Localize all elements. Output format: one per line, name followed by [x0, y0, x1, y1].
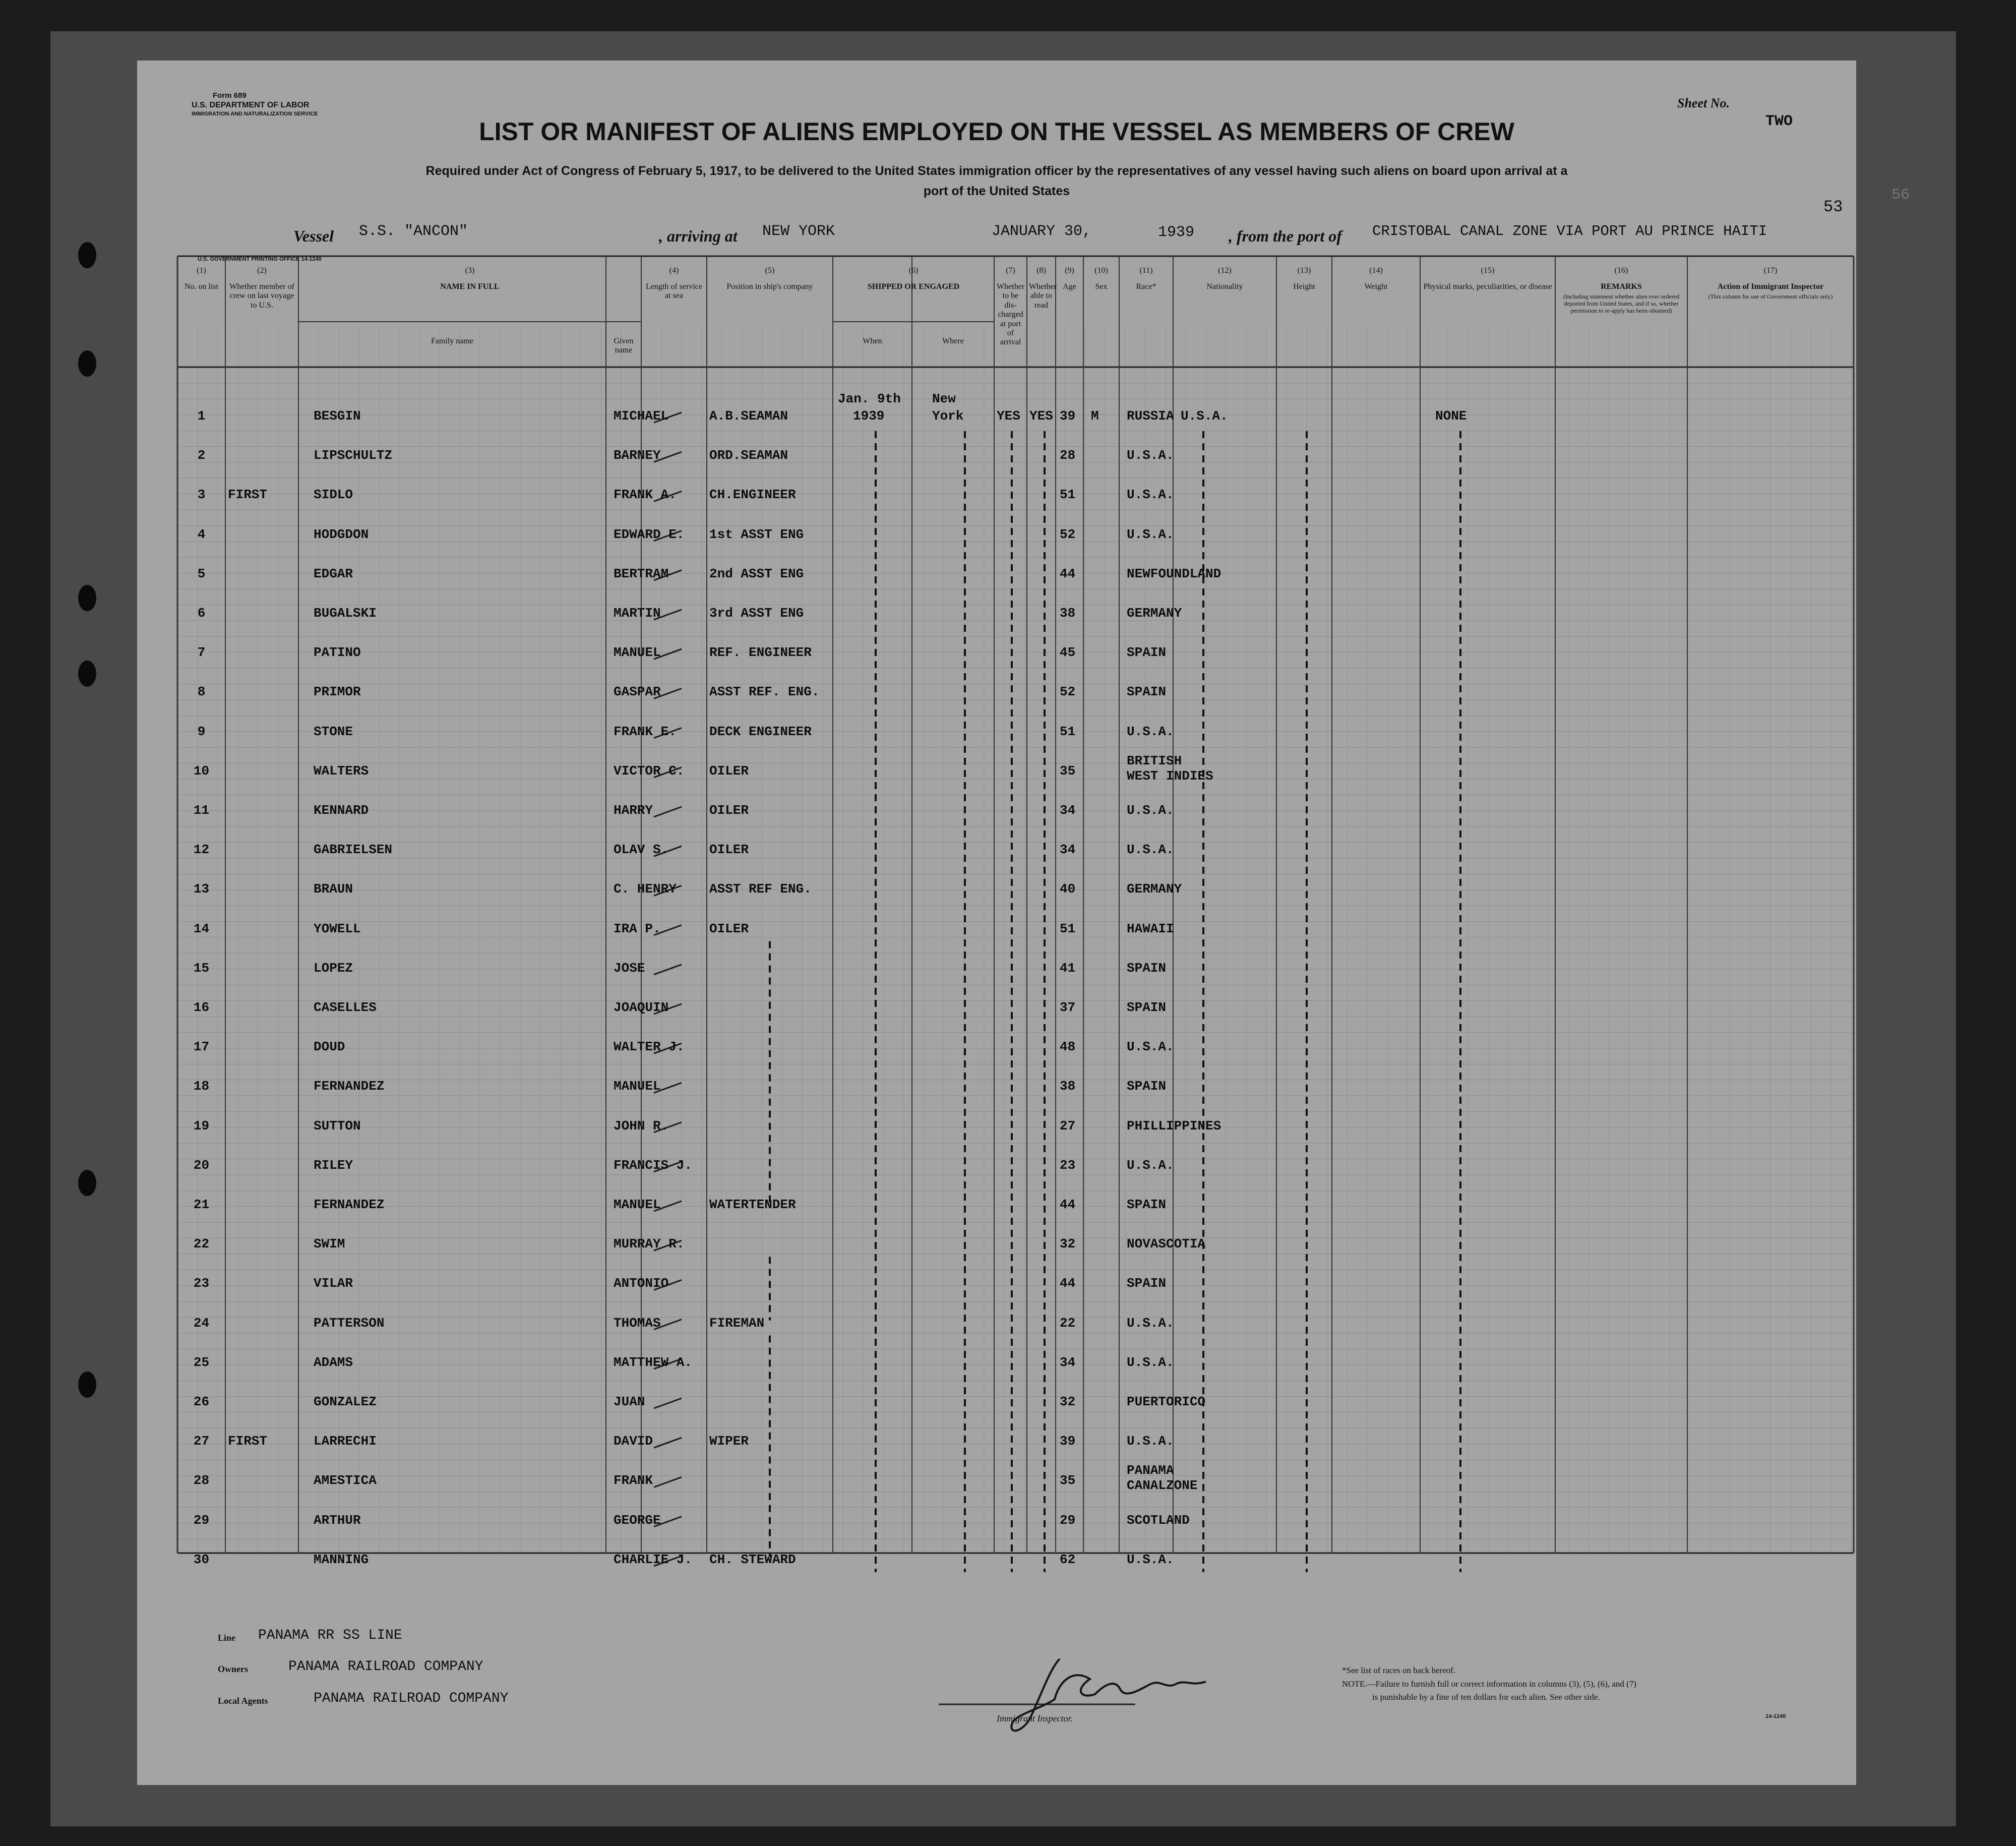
age-value: 34: [1060, 1354, 1076, 1370]
age-value: 48: [1060, 1039, 1076, 1055]
from-port-label: , from the port of: [1229, 227, 1342, 245]
position-value: FIREMAN: [709, 1315, 765, 1331]
column-header-note: (Including statement whether alien ever ordered deported from United States, and if so, whether permission to re-apply has been obtained): [1563, 293, 1680, 314]
age-value: 44: [1060, 1197, 1076, 1212]
row-number: 11: [193, 803, 210, 818]
column-number: (16): [1614, 266, 1628, 275]
column-number: (15): [1481, 266, 1495, 275]
physical-marks-value: NONE: [1435, 408, 1467, 424]
family-name: PATTERSON: [314, 1315, 385, 1331]
given-name: WALTER J.: [614, 1039, 685, 1055]
arriving-at-label: , arriving at: [659, 227, 738, 245]
race-value: U.S.A.: [1127, 526, 1174, 542]
age-value: 37: [1060, 1000, 1076, 1015]
form-code: 14-1240: [1765, 1713, 1786, 1719]
age-value: 35: [1060, 1473, 1076, 1488]
page-number: 53: [1823, 198, 1843, 216]
given-name: MURRAY R.: [614, 1236, 685, 1252]
column-header-label: Whether able to read: [1029, 282, 1057, 310]
column-header-label: Age: [1063, 282, 1076, 291]
family-name: BESGIN: [314, 408, 361, 424]
row-number: 27: [193, 1434, 210, 1449]
position-value: 1st ASST ENG: [709, 526, 804, 542]
family-name: LARRECHI: [314, 1434, 377, 1449]
race-value: SPAIN: [1127, 1000, 1167, 1015]
given-name: IRA P.: [614, 921, 661, 936]
given-name: OLAV S.: [614, 842, 669, 858]
given-name: MANUEL: [614, 645, 661, 661]
age-value: 34: [1060, 842, 1076, 858]
row-number: 7: [197, 645, 206, 661]
given-name: JUAN: [614, 1394, 645, 1409]
nationality-value: U.S.A.: [1181, 408, 1228, 424]
position-value: 3rd ASST ENG: [709, 606, 804, 621]
row-number: 21: [193, 1197, 210, 1212]
position-value: CH.ENGINEER: [709, 487, 796, 503]
vessel-label: Vessel: [293, 227, 334, 245]
race-value: PHILLIPPINES: [1127, 1118, 1221, 1134]
position-value: ASST REF. ENG.: [709, 684, 820, 700]
service-check-mark: [654, 1398, 682, 1408]
row-number: 28: [193, 1473, 210, 1488]
position-value: OILER: [709, 842, 749, 858]
age-value: 35: [1060, 763, 1076, 779]
row-number: 12: [193, 842, 210, 858]
race-value: BRITISH: [1127, 753, 1182, 768]
race-value: PUERTORICO: [1127, 1394, 1206, 1409]
age-value: 44: [1060, 1276, 1076, 1291]
family-name: GABRIELSEN: [314, 842, 393, 858]
service-check-mark: [654, 1438, 682, 1448]
column-header-label: NAME IN FULL: [440, 282, 500, 291]
family-name: SUTTON: [314, 1118, 361, 1134]
row-number: 6: [197, 606, 206, 621]
family-name: SWIM: [314, 1236, 345, 1252]
race-value: SPAIN: [1127, 645, 1167, 661]
column-header-label: REMARKS: [1601, 282, 1642, 291]
column-number: (4): [669, 266, 679, 275]
column-number: (12): [1218, 266, 1232, 275]
family-name: BRAUN: [314, 881, 353, 897]
given-name: JOAQUIN: [614, 1000, 669, 1015]
race-value: SPAIN: [1127, 1079, 1167, 1094]
race-value: PANAMA: [1127, 1463, 1174, 1478]
age-value: 34: [1060, 803, 1076, 818]
sex-value: M: [1091, 408, 1099, 424]
age-value: 52: [1060, 526, 1076, 542]
penalty-note-2: is punishable by a fine of ten dollars for each alien. See other side.: [1372, 1692, 1600, 1702]
age-value: 62: [1060, 1552, 1076, 1567]
line-label: Line: [218, 1633, 236, 1643]
given-name: C. HENRY: [614, 881, 677, 897]
race-value: U.S.A.: [1127, 448, 1174, 463]
page-title: LIST OR MANIFEST OF ALIENS EMPLOYED ON THE VESSEL AS MEMBERS OF CREW: [479, 117, 1514, 146]
given-name: MATTHEW A.: [614, 1354, 693, 1370]
punch-hole: [78, 350, 96, 377]
family-name: VILAR: [314, 1276, 353, 1291]
row-number: 16: [193, 1000, 210, 1015]
race-value: U.S.A.: [1127, 487, 1174, 503]
family-name: FERNANDEZ: [314, 1197, 385, 1212]
inspector-label: Immigrant Inspector.: [997, 1713, 1073, 1723]
race-value: U.S.A.: [1127, 1354, 1174, 1370]
arrival-year: 1939: [1158, 224, 1195, 241]
row-number: 3: [197, 487, 206, 503]
position-value: DECK ENGINEER: [709, 724, 812, 739]
row-number: 1: [197, 408, 206, 424]
column-subheader: When: [863, 337, 882, 345]
position-value: ORD.SEAMAN: [709, 448, 788, 463]
family-name: WALTERS: [314, 763, 369, 779]
column-header-label: Physical marks, peculiarities, or disease: [1423, 282, 1552, 291]
position-value: REF. ENGINEER: [709, 645, 812, 661]
races-note: *See list of races on back hereof.: [1342, 1665, 1456, 1675]
arrival-month-day: JANUARY 30,: [992, 223, 1092, 240]
race-value: HAWAII: [1127, 921, 1174, 936]
owners-label: Owners: [218, 1664, 248, 1674]
column-number: (7): [1006, 266, 1015, 275]
family-name: EDGAR: [314, 566, 353, 581]
race-value: SPAIN: [1127, 1276, 1167, 1291]
given-name: HARRY: [614, 803, 653, 818]
shipped-where: York: [932, 408, 964, 424]
given-name: VICTOR C.: [614, 763, 685, 779]
owners-value: PANAMA RAILROAD COMPANY: [288, 1659, 483, 1675]
row-number: 4: [197, 526, 206, 542]
column-header-label: Sex: [1095, 282, 1108, 291]
column-subheader: Given name: [614, 337, 634, 355]
row-number: 13: [193, 881, 210, 897]
family-name: RILEY: [314, 1157, 353, 1173]
age-value: 28: [1060, 448, 1076, 463]
department-name: U.S. DEPARTMENT OF LABOR: [192, 101, 310, 109]
age-value: 29: [1060, 1512, 1076, 1528]
row-number: 8: [197, 684, 206, 700]
age-value: 40: [1060, 881, 1076, 897]
position-value: OILER: [709, 803, 749, 818]
race-value: RUSSIA: [1127, 408, 1174, 424]
column-number: (11): [1139, 266, 1153, 275]
sheet-label: Sheet No.: [1677, 96, 1730, 110]
given-name: GASPAR: [614, 684, 661, 700]
penalty-note-1: NOTE.—Failure to furnish full or correct information in columns (3), (5), (6), and (7): [1342, 1679, 1636, 1689]
age-value: 52: [1060, 684, 1076, 700]
line-value: PANAMA RR SS LINE: [258, 1628, 402, 1643]
race-value: U.S.A.: [1127, 1315, 1174, 1331]
column-number: (1): [197, 266, 206, 275]
row-number: 19: [193, 1118, 210, 1134]
position-value: ASST REF ENG.: [709, 881, 812, 897]
row-number: 5: [197, 566, 206, 581]
row-number: 24: [193, 1315, 210, 1331]
column-header-label: Height: [1293, 282, 1315, 291]
row-number: 18: [193, 1079, 210, 1094]
column-number: (14): [1369, 266, 1383, 275]
column-number: (17): [1763, 266, 1778, 275]
punch-hole: [78, 242, 96, 268]
race-value: SCOTLAND: [1127, 1512, 1190, 1528]
age-value: 45: [1060, 645, 1076, 661]
column-number: (3): [465, 266, 475, 275]
given-name: THOMAS: [614, 1315, 661, 1331]
form-number: Form 689: [213, 91, 247, 100]
able-to-read-value: YES: [1029, 408, 1053, 424]
shipped-when: Jan. 9th: [838, 391, 901, 406]
column-header-label: Whether to be dis-charged at port of arrival: [996, 282, 1025, 347]
age-value: 38: [1060, 606, 1076, 621]
family-name: PRIMOR: [314, 684, 361, 700]
family-name: YOWELL: [314, 921, 361, 936]
given-name: MICHAEL: [614, 408, 669, 424]
punch-hole: [78, 1170, 96, 1196]
discharged-value: YES: [997, 408, 1020, 424]
family-name: SIDLO: [314, 487, 353, 503]
row-number: 2: [197, 448, 206, 463]
service-check-mark: [654, 807, 682, 817]
column-header-label: Whether member of crew on last voyage to U.S.: [229, 282, 294, 310]
manifest-sheet: [137, 61, 1910, 1785]
given-name: CHARLIE J.: [614, 1552, 693, 1567]
age-value: 51: [1060, 724, 1076, 739]
column-header-label: Position in ship's company: [726, 282, 813, 291]
race-value: SPAIN: [1127, 684, 1167, 700]
race-value: U.S.A.: [1127, 1552, 1174, 1567]
subtitle-line-2: port of the United States: [923, 184, 1070, 198]
given-name: BERTRAM: [614, 566, 669, 581]
row-number: 26: [193, 1394, 210, 1409]
punch-hole: [78, 661, 96, 687]
column-header-label: No. on list: [184, 282, 219, 291]
family-name: LOPEZ: [314, 960, 353, 976]
sheet-number: TWO: [1765, 113, 1793, 130]
column-header-label: Nationality: [1206, 282, 1243, 291]
age-value: 39: [1060, 1434, 1076, 1449]
row-number: 14: [193, 921, 210, 936]
age-value: 39: [1060, 408, 1076, 424]
race-value: U.S.A.: [1127, 842, 1174, 858]
family-name: FERNANDEZ: [314, 1079, 385, 1094]
shipped-where: New: [932, 391, 956, 406]
printing-office-note: U.S. GOVERNMENT PRINTING OFFICE 14-1240: [198, 256, 322, 262]
column-number: (2): [257, 266, 267, 275]
service-check-mark: [654, 965, 682, 975]
column-header-label: Race*: [1136, 282, 1156, 291]
family-name: HODGDON: [314, 526, 369, 542]
age-value: 32: [1060, 1236, 1076, 1252]
position-value: CH. STEWARD: [709, 1552, 796, 1567]
age-value: 22: [1060, 1315, 1076, 1331]
position-value: A.B.SEAMAN: [709, 408, 788, 424]
race-value: GERMANY: [1127, 606, 1182, 621]
given-name: JOSE: [614, 960, 645, 976]
given-name: ANTONIO: [614, 1276, 669, 1291]
given-name: FRANK E.: [614, 724, 677, 739]
age-value: 51: [1060, 921, 1076, 936]
given-name: MANUEL: [614, 1079, 661, 1094]
family-name: KENNARD: [314, 803, 369, 818]
service-name: IMMIGRATION AND NATURALIZATION SERVICE: [192, 111, 318, 117]
column-subheader: Family name: [431, 337, 473, 345]
column-number: (10): [1094, 266, 1108, 275]
row-number: 29: [193, 1512, 210, 1528]
row-number: 23: [193, 1276, 210, 1291]
given-name: GEORGE: [614, 1512, 661, 1528]
row-number: 25: [193, 1354, 210, 1370]
last-voyage-value: FIRST: [228, 1434, 268, 1449]
family-name: PATINO: [314, 645, 361, 661]
age-value: 41: [1060, 960, 1076, 976]
age-value: 38: [1060, 1079, 1076, 1094]
adjacent-page-number: 56: [1891, 187, 1910, 204]
family-name: CASELLES: [314, 1000, 377, 1015]
race-value: GERMANY: [1127, 881, 1182, 897]
inspector-signature: [924, 1649, 1266, 1745]
race-value: NEWFOUNDLAND: [1127, 566, 1221, 581]
local-agents-label: Local Agents: [218, 1696, 268, 1706]
column-header-label: Weight: [1364, 282, 1388, 291]
service-check-mark: [654, 1477, 682, 1487]
race-value: U.S.A.: [1127, 1157, 1174, 1173]
column-number: (5): [765, 266, 775, 275]
position-value: OILER: [709, 921, 749, 936]
vessel-name: S.S. "ANCON": [359, 223, 468, 240]
race-value: U.S.A.: [1127, 724, 1174, 739]
age-value: 27: [1060, 1118, 1076, 1134]
row-number: 15: [193, 960, 210, 976]
punch-hole: [78, 585, 96, 611]
position-value: WIPER: [709, 1434, 749, 1449]
given-name: FRANCIS J.: [614, 1157, 693, 1173]
position-value: 2nd ASST ENG: [709, 566, 804, 581]
row-number: 10: [193, 763, 210, 779]
given-name: MARTIN: [614, 606, 661, 621]
family-name: DOUD: [314, 1039, 345, 1055]
column-header-label: SHIPPED OR ENGAGED: [867, 282, 960, 291]
local-agents-value: PANAMA RAILROAD COMPANY: [314, 1691, 509, 1706]
column-header-label: Length of service at sea: [646, 282, 702, 301]
family-name: BUGALSKI: [314, 606, 377, 621]
family-name: LIPSCHULTZ: [314, 448, 393, 463]
age-value: 51: [1060, 487, 1076, 503]
column-number: (9): [1065, 266, 1074, 275]
shipped-when: 1939: [853, 408, 885, 424]
departure-port: CRISTOBAL CANAL ZONE VIA PORT AU PRINCE HAITI: [1372, 223, 1767, 240]
race-value: SPAIN: [1127, 960, 1167, 976]
race-value: CANALZONE: [1127, 1478, 1198, 1494]
row-number: 22: [193, 1236, 210, 1252]
family-name: AMESTICA: [314, 1473, 377, 1488]
age-value: 44: [1060, 566, 1076, 581]
row-number: 17: [193, 1039, 210, 1055]
family-name: ARTHUR: [314, 1512, 361, 1528]
race-value: WEST INDIES: [1127, 768, 1213, 784]
race-value: SPAIN: [1127, 1197, 1167, 1212]
position-value: OILER: [709, 763, 749, 779]
given-name: MANUEL: [614, 1197, 661, 1212]
punch-hole: [78, 1372, 96, 1398]
column-number: (8): [1036, 266, 1046, 275]
race-value: U.S.A.: [1127, 1039, 1174, 1055]
age-value: 32: [1060, 1394, 1076, 1409]
subtitle-line-1: Required under Act of Congress of February 5, 1917, to be delivered to the United States immigration officer by the representatives of any vessel having such aliens on board upon arrival at a: [425, 164, 1568, 178]
row-number: 30: [193, 1552, 210, 1567]
given-name: FRANK: [614, 1473, 653, 1488]
row-number: 20: [193, 1157, 210, 1173]
arrival-port: NEW YORK: [762, 223, 835, 240]
family-name: MANNING: [314, 1552, 369, 1567]
column-number: (13): [1297, 266, 1311, 275]
race-value: U.S.A.: [1127, 1434, 1174, 1449]
race-value: U.S.A.: [1127, 803, 1174, 818]
given-name: BARNEY: [614, 448, 661, 463]
family-name: STONE: [314, 724, 353, 739]
position-value: WATERTENDER: [709, 1197, 796, 1212]
given-name: JOHN R.: [614, 1118, 669, 1134]
given-name: DAVID: [614, 1434, 653, 1449]
last-voyage-value: FIRST: [228, 487, 268, 503]
age-value: 23: [1060, 1157, 1076, 1173]
column-header-note: (This column for use of Government officials only): [1708, 293, 1833, 300]
race-value: NOVASCOTIA: [1127, 1236, 1206, 1252]
column-subheader: Where: [942, 337, 964, 345]
given-name: EDWARD E.: [614, 526, 685, 542]
given-name: FRANK A.: [614, 487, 677, 503]
column-number: (6): [908, 266, 919, 275]
family-name: ADAMS: [314, 1354, 353, 1370]
row-number: 9: [197, 724, 206, 739]
family-name: GONZALEZ: [314, 1394, 377, 1409]
column-header-label: Action of Immigrant Inspector: [1717, 282, 1824, 291]
